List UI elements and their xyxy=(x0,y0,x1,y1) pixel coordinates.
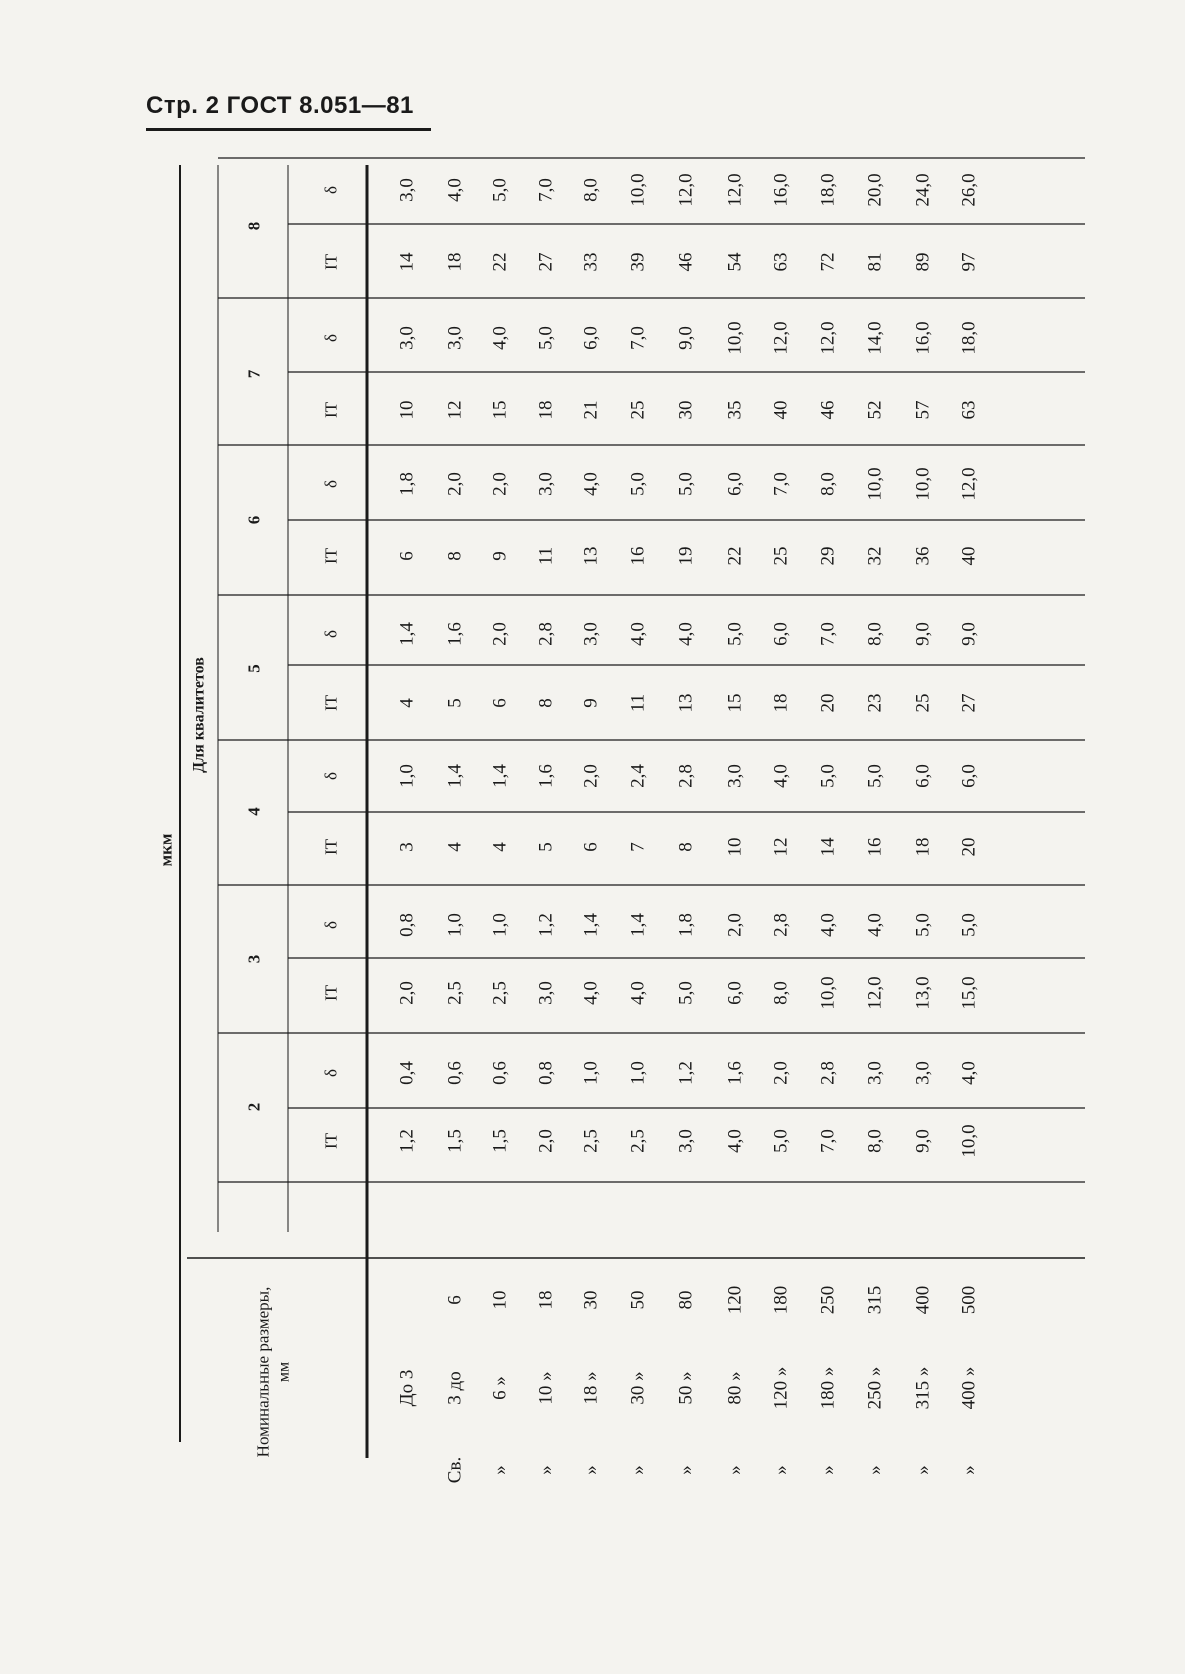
table-cell: 1,6 xyxy=(444,622,466,646)
table-cell: 3,0 xyxy=(535,981,557,1005)
table-cell: 39 xyxy=(627,252,649,272)
table-cell: 10,0 xyxy=(912,467,934,501)
table-cell: 8 xyxy=(535,698,557,708)
table-cell: 12,0 xyxy=(675,173,697,207)
table-cell: 4,0 xyxy=(958,1061,980,1085)
table-cell: 9,0 xyxy=(912,1129,934,1153)
table-cell: 7,0 xyxy=(770,472,792,496)
table-cell: 33 xyxy=(580,252,602,272)
table-cell: 3 xyxy=(396,842,418,852)
delta-subheader: δ xyxy=(321,629,341,639)
size-upper: 30 xyxy=(580,1290,602,1310)
table-cell: 12,0 xyxy=(958,467,980,501)
size-range: 3 до xyxy=(444,1371,466,1405)
table-cell: 22 xyxy=(489,252,511,272)
table-cell: 25 xyxy=(627,400,649,420)
table-cell: 2,8 xyxy=(817,1061,839,1085)
table-cell: 24,0 xyxy=(912,173,934,207)
table-cell: 7,0 xyxy=(535,178,557,202)
table-cell: 10,0 xyxy=(627,173,649,207)
table-cell: 40 xyxy=(958,546,980,566)
table-cell: 5,0 xyxy=(724,622,746,646)
table-cell: 14 xyxy=(396,252,418,272)
table-cell: 72 xyxy=(817,252,839,272)
table-cell: 16 xyxy=(627,546,649,566)
table-cell: 4,0 xyxy=(724,1129,746,1153)
table-cell: 11 xyxy=(627,693,649,713)
table-cell: 2,8 xyxy=(675,764,697,788)
table-cell: 9 xyxy=(489,551,511,561)
table-cell: 16,0 xyxy=(912,321,934,355)
table-cell: 63 xyxy=(958,400,980,420)
size-prefix: » xyxy=(535,1465,557,1475)
table-cell: 8 xyxy=(444,551,466,561)
table-cell: 2,0 xyxy=(489,622,511,646)
table-cell: 8 xyxy=(675,842,697,852)
grade-number: 2 xyxy=(244,1102,264,1112)
table-cell: 2,8 xyxy=(770,913,792,937)
table-cell: 6 xyxy=(396,551,418,561)
table-cell: 2,8 xyxy=(535,622,557,646)
table-cell: 5,0 xyxy=(627,472,649,496)
table-cell: 18 xyxy=(535,400,557,420)
size-prefix: Св. xyxy=(444,1456,466,1484)
table-cell: 18 xyxy=(770,693,792,713)
table-cell: 9 xyxy=(580,698,602,708)
table-cell: 32 xyxy=(864,546,886,566)
table-cell: 2,5 xyxy=(444,981,466,1005)
table-cell: 4,0 xyxy=(627,622,649,646)
table-cell: 16,0 xyxy=(770,173,792,207)
table-cell: 2,5 xyxy=(627,1129,649,1153)
table-cell: 10 xyxy=(724,837,746,857)
table-cell: 4 xyxy=(444,842,466,852)
table-cell: 0,4 xyxy=(396,1061,418,1085)
table-cell: 8,0 xyxy=(580,178,602,202)
table-cell: 89 xyxy=(912,252,934,272)
grade-number: 3 xyxy=(244,954,264,964)
size-prefix: » xyxy=(770,1465,792,1475)
size-prefix: » xyxy=(912,1465,934,1475)
it-subheader: IT xyxy=(321,547,341,565)
size-prefix: » xyxy=(675,1465,697,1475)
table-cell: 18 xyxy=(912,837,934,857)
table-cell: 1,0 xyxy=(627,1061,649,1085)
table-cell: 1,2 xyxy=(535,913,557,937)
table-cell: 4,0 xyxy=(675,622,697,646)
grade-number: 8 xyxy=(244,221,264,231)
table-cell: 4 xyxy=(489,842,511,852)
table-cell: 2,0 xyxy=(535,1129,557,1153)
table-cell: 27 xyxy=(535,252,557,272)
size-range: 6 » xyxy=(489,1376,511,1400)
table-cell: 5,0 xyxy=(817,764,839,788)
table-cell: 4,0 xyxy=(489,326,511,350)
size-range: 400 » xyxy=(958,1366,980,1410)
table-cell: 30 xyxy=(675,400,697,420)
table-cell: 12,0 xyxy=(770,321,792,355)
table-cell: 15 xyxy=(489,400,511,420)
delta-subheader: δ xyxy=(321,771,341,781)
table-cell: 1,0 xyxy=(489,913,511,937)
delta-subheader: δ xyxy=(321,479,341,489)
table-cell: 12,0 xyxy=(864,976,886,1010)
table-cell: 35 xyxy=(724,400,746,420)
table-cell: 15 xyxy=(724,693,746,713)
size-prefix: » xyxy=(864,1465,886,1475)
it-subheader: IT xyxy=(321,1132,341,1150)
grade-number: 5 xyxy=(244,664,264,673)
table-cell: 18,0 xyxy=(958,321,980,355)
table-cell: 0,6 xyxy=(444,1061,466,1085)
size-range: 120 » xyxy=(770,1366,792,1410)
table-cell: 1,4 xyxy=(580,913,602,937)
table-cell: 1,4 xyxy=(627,913,649,937)
table-cell: 3,0 xyxy=(724,764,746,788)
size-range: 10 » xyxy=(535,1371,557,1405)
table-cell: 1,4 xyxy=(396,622,418,646)
table-cell: 7,0 xyxy=(627,326,649,350)
table-cell: 25 xyxy=(770,546,792,566)
table-cell: 4,0 xyxy=(770,764,792,788)
table-cell: 5,0 xyxy=(675,981,697,1005)
size-upper: 250 xyxy=(817,1285,839,1315)
table-cell: 15,0 xyxy=(958,976,980,1010)
size-prefix: » xyxy=(627,1465,649,1475)
table-cell: 25 xyxy=(912,693,934,713)
table-cell: 1,0 xyxy=(580,1061,602,1085)
table-cell: 12 xyxy=(770,837,792,857)
size-upper: 80 xyxy=(675,1290,697,1310)
table-cell: 7,0 xyxy=(817,1129,839,1153)
table-cell: 54 xyxy=(724,252,746,272)
table-cell: 14 xyxy=(817,837,839,857)
size-upper: 500 xyxy=(958,1285,980,1315)
table-cell: 4,0 xyxy=(580,472,602,496)
table-cell: 2,4 xyxy=(627,764,649,788)
table-cell: 52 xyxy=(864,400,886,420)
table-cell: 27 xyxy=(958,693,980,713)
table-cell: 13,0 xyxy=(912,976,934,1010)
table-cell: 8,0 xyxy=(864,1129,886,1153)
table-cell: 46 xyxy=(817,400,839,420)
table-cell: 1,4 xyxy=(444,764,466,788)
table-cell: 11 xyxy=(535,546,557,566)
table-cell: 6,0 xyxy=(724,981,746,1005)
table-cell: 6,0 xyxy=(912,764,934,788)
it-subheader: IT xyxy=(321,694,341,712)
table-cell: 6,0 xyxy=(580,326,602,350)
table-cell: 7 xyxy=(627,842,649,852)
table-cell: 18,0 xyxy=(817,173,839,207)
table-cell: 1,2 xyxy=(396,1129,418,1153)
table-cell: 2,0 xyxy=(724,913,746,937)
table-cell: 5,0 xyxy=(675,472,697,496)
table-cell: 10,0 xyxy=(817,976,839,1010)
table-cell: 3,0 xyxy=(675,1129,697,1153)
size-upper: 315 xyxy=(864,1285,886,1315)
table-cell: 5,0 xyxy=(912,913,934,937)
table-cell: 13 xyxy=(675,693,697,713)
size-prefix: » xyxy=(958,1465,980,1475)
table-cell: 10,0 xyxy=(864,467,886,501)
table-cell: 1,4 xyxy=(489,764,511,788)
size-range: 315 » xyxy=(912,1366,934,1410)
table-cell: 8,0 xyxy=(864,622,886,646)
table-cell: 1,8 xyxy=(675,913,697,937)
table-cell: 1,2 xyxy=(675,1061,697,1085)
table-cell: 1,6 xyxy=(535,764,557,788)
table-cell: 6,0 xyxy=(770,622,792,646)
size-upper: 10 xyxy=(489,1290,511,1310)
table-cell: 2,0 xyxy=(489,472,511,496)
table-cell: 26,0 xyxy=(958,173,980,207)
table-cell: 20 xyxy=(817,693,839,713)
delta-subheader: δ xyxy=(321,185,341,195)
table-cell: 4,0 xyxy=(864,913,886,937)
row-header-title: Номинальные размеры, xyxy=(253,1286,273,1458)
table-cell: 10,0 xyxy=(724,321,746,355)
table-cell: 1,6 xyxy=(724,1061,746,1085)
table-cell: 13 xyxy=(580,546,602,566)
table-cell: 5,0 xyxy=(489,178,511,202)
table-cell: 97 xyxy=(958,252,980,272)
table-cell: 12,0 xyxy=(724,173,746,207)
table-cell: 22 xyxy=(724,546,746,566)
grade-number: 6 xyxy=(244,515,264,525)
table-cell: 5 xyxy=(535,842,557,852)
table-cell: 4,0 xyxy=(444,178,466,202)
table-cell: 5,0 xyxy=(770,1129,792,1153)
row-header-unit: мм xyxy=(275,1361,293,1383)
page-number: Стр. 2 xyxy=(146,92,220,119)
table-cell: 36 xyxy=(912,546,934,566)
unit-label: мкм xyxy=(156,833,176,867)
table-cell: 1,8 xyxy=(396,472,418,496)
size-upper: 120 xyxy=(724,1285,746,1315)
table-cell: 1,0 xyxy=(444,913,466,937)
grade-number: 4 xyxy=(244,807,264,816)
table-cell: 1,5 xyxy=(489,1129,511,1153)
table-cell: 0,8 xyxy=(396,913,418,937)
table-cell: 3,0 xyxy=(535,472,557,496)
it-subheader: IT xyxy=(321,838,341,856)
table-cell: 20,0 xyxy=(864,173,886,207)
it-subheader: IT xyxy=(321,253,341,271)
table-cell: 63 xyxy=(770,252,792,272)
table-cell: 3,0 xyxy=(396,326,418,350)
table-cell: 2,0 xyxy=(396,981,418,1005)
size-upper: 18 xyxy=(535,1290,557,1310)
size-range: 18 » xyxy=(580,1371,602,1405)
table-cell: 21 xyxy=(580,400,602,420)
table-cell: 46 xyxy=(675,252,697,272)
table-cell: 9,0 xyxy=(912,622,934,646)
table-cell: 6,0 xyxy=(958,764,980,788)
table-cell: 0,8 xyxy=(535,1061,557,1085)
table-cell: 3,0 xyxy=(864,1061,886,1085)
size-prefix: » xyxy=(489,1465,511,1475)
table-cell: 3,0 xyxy=(580,622,602,646)
table-cell: 3,0 xyxy=(444,326,466,350)
table-cell: 12 xyxy=(444,400,466,420)
table-cell: 4,0 xyxy=(580,981,602,1005)
it-subheader: IT xyxy=(321,401,341,419)
table-cell: 14,0 xyxy=(864,321,886,355)
size-range: До 3 xyxy=(396,1369,418,1407)
size-prefix: » xyxy=(817,1465,839,1475)
delta-subheader: δ xyxy=(321,920,341,930)
table-cell: 3,0 xyxy=(912,1061,934,1085)
table-cell: 2,5 xyxy=(489,981,511,1005)
table-cell: 0,6 xyxy=(489,1061,511,1085)
standard-code: ГОСТ 8.051—81 xyxy=(226,92,414,119)
table-cell: 6,0 xyxy=(724,472,746,496)
table-cell: 40 xyxy=(770,400,792,420)
table-cell: 12,0 xyxy=(817,321,839,355)
size-range: 250 » xyxy=(864,1366,886,1410)
table-cell: 2,0 xyxy=(770,1061,792,1085)
table-cell: 19 xyxy=(675,546,697,566)
size-upper: 6 xyxy=(444,1295,466,1305)
table-cell: 57 xyxy=(912,400,934,420)
size-upper: 180 xyxy=(770,1285,792,1315)
grade-number: 7 xyxy=(244,369,264,379)
size-range: 30 » xyxy=(627,1371,649,1405)
table-cell: 6 xyxy=(489,698,511,708)
size-prefix: » xyxy=(580,1465,602,1475)
table-cell: 8,0 xyxy=(817,472,839,496)
table-cell: 5 xyxy=(444,698,466,708)
table-cell: 2,0 xyxy=(444,472,466,496)
delta-subheader: δ xyxy=(321,1068,341,1078)
it-subheader: IT xyxy=(321,984,341,1002)
table-cell: 7,0 xyxy=(817,622,839,646)
table-cell: 5,0 xyxy=(535,326,557,350)
table-cell: 1,5 xyxy=(444,1129,466,1153)
table-cell: 2,0 xyxy=(580,764,602,788)
table-cell: 1,0 xyxy=(396,764,418,788)
size-upper: 400 xyxy=(912,1285,934,1315)
table-cell: 6 xyxy=(580,842,602,852)
size-range: 80 » xyxy=(724,1371,746,1405)
table-cell: 9,0 xyxy=(675,326,697,350)
table-cell: 5,0 xyxy=(864,764,886,788)
size-upper: 50 xyxy=(627,1290,649,1310)
delta-subheader: δ xyxy=(321,333,341,343)
size-range: 50 » xyxy=(675,1371,697,1405)
size-range: 180 » xyxy=(817,1366,839,1410)
table-cell: 16 xyxy=(864,837,886,857)
table-cell: 81 xyxy=(864,252,886,272)
table-cell: 23 xyxy=(864,693,886,713)
table-cell: 2,5 xyxy=(580,1129,602,1153)
table-cell: 29 xyxy=(817,546,839,566)
table-cell: 4,0 xyxy=(627,981,649,1005)
table-cell: 8,0 xyxy=(770,981,792,1005)
table-cell: 10 xyxy=(396,400,418,420)
table-cell: 18 xyxy=(444,252,466,272)
size-prefix: » xyxy=(724,1465,746,1475)
table-cell: 20 xyxy=(958,837,980,857)
table-cell: 10,0 xyxy=(958,1124,980,1158)
table-cell: 4,0 xyxy=(817,913,839,937)
table-cell: 3,0 xyxy=(396,178,418,202)
group-label: Для квалитетов xyxy=(190,657,208,773)
table-cell: 4 xyxy=(396,698,418,708)
table-cell: 5,0 xyxy=(958,913,980,937)
table-cell: 9,0 xyxy=(958,622,980,646)
